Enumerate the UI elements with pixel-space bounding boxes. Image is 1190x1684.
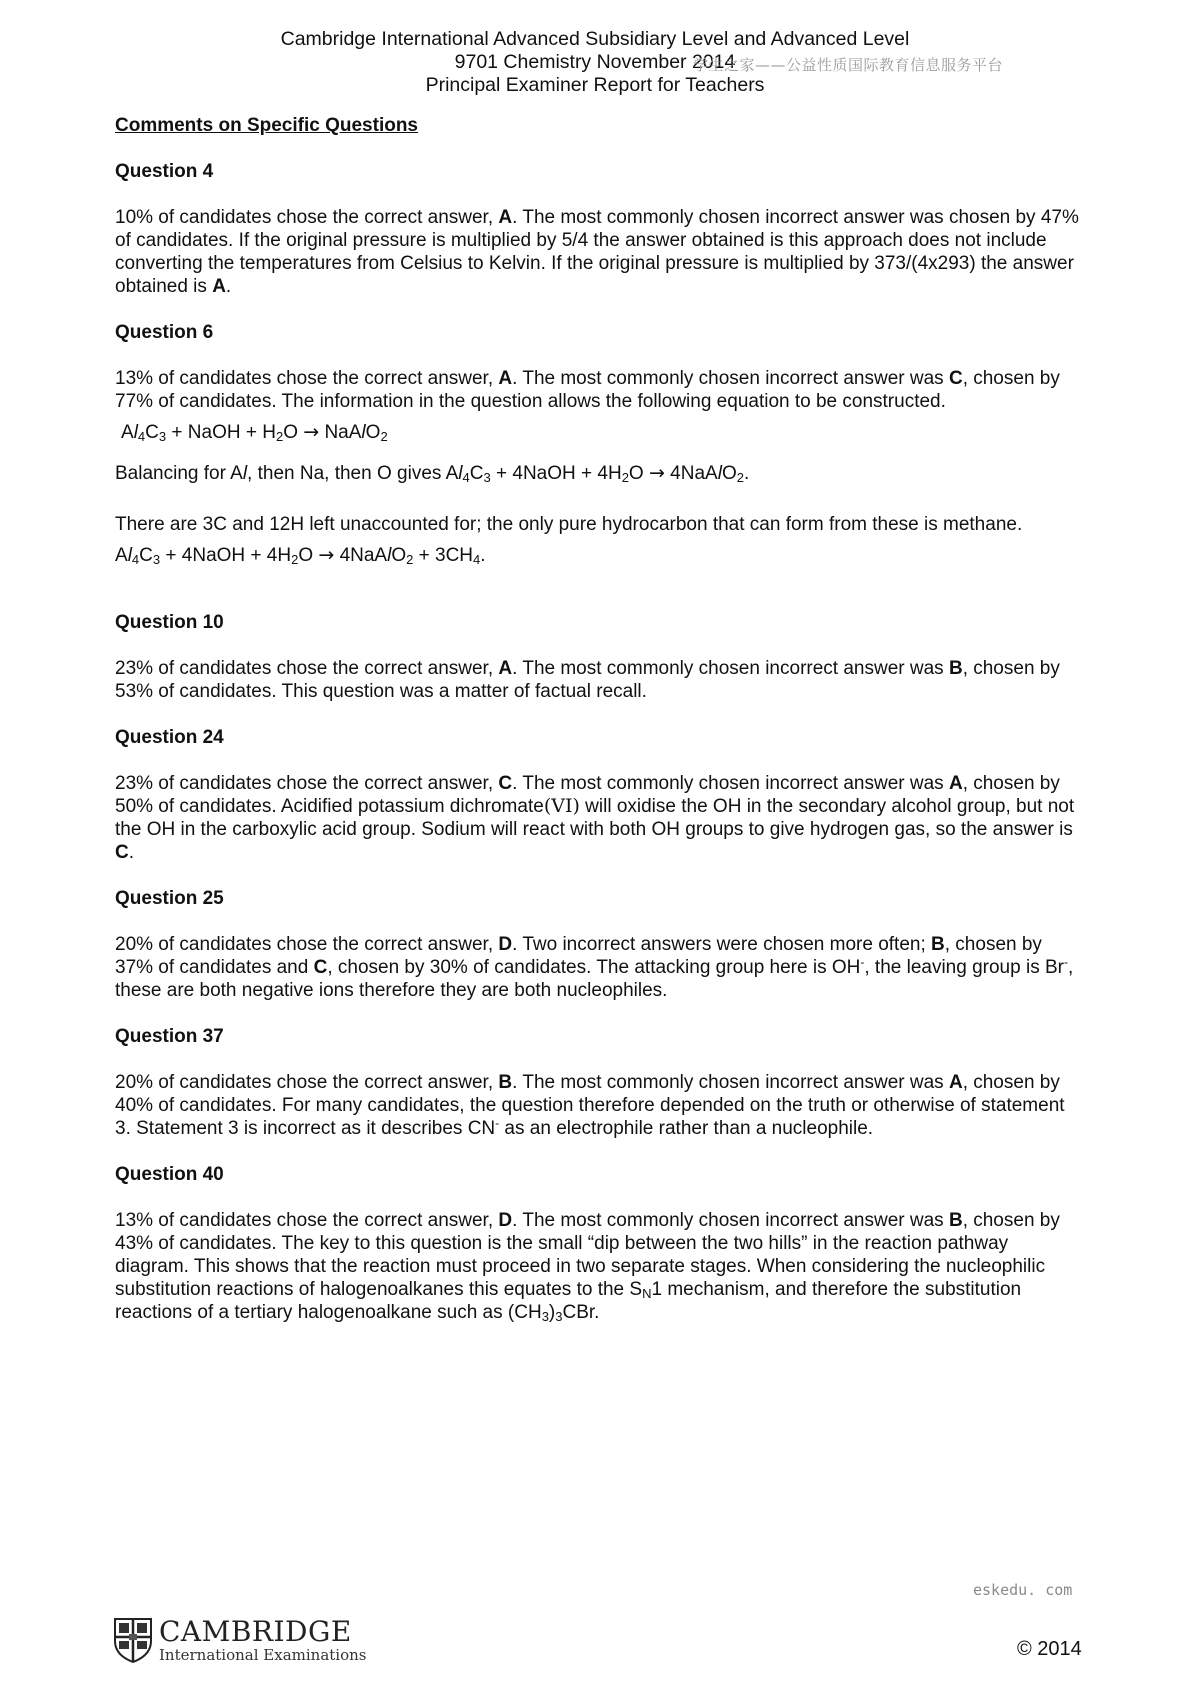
copyright: © 2014 [1017,1638,1082,1660]
question-25-title: Question 25 [115,888,224,909]
question-40-title: Question 40 [115,1164,224,1185]
header-line-3: Principal Examiner Report for Teachers [425,74,765,96]
question-6-text: 13% of candidates chose the correct answer, A. The most commonly chosen incorrect answer was C, chosen by 77% of candidates. The information in the question allows the following equation to be constructed. [115,368,1060,412]
logo-sub-text: International Examinations [159,1645,367,1664]
question-37-text: 20% of candidates chose the correct answer, B. The most commonly chosen incorrect answer was A, chosen by 40% of candidates. For many candidates, the question therefore depended on the truth or otherwise of statement 3. Statement 3 is incorrect as it describes CN- as an electrophile rather than a nucleophile. [115,1072,1065,1139]
question-6-title: Question 6 [115,322,214,343]
watermark-text: 学生之家——公益性质国际教育信息服务平台 [693,56,1004,74]
question-6-balancing: Balancing for Al, then Na, then O gives $Al_4C_3$ + 4NaOH + $4H_2O$ → 4NaAlO$_2$. [115,462,750,485]
logo-text [159,1614,367,1664]
question-10-text: 23% of candidates chose the correct answer, A. The most commonly chosen incorrect answer was B, chosen by 53% of candidates. This question was a matter of factual recall. [115,658,1060,702]
question-6-equation-3: $Al_4C_3$ + 4NaOH + $4H_2O$ → 4NaAlO$_2$ + $3CH_4$. [115,544,486,567]
cambridge-logo [113,1614,367,1664]
report-body [115,114,1080,1347]
question-4-text: 10% of candidates chose the correct answer, A. The most commonly chosen incorrect answer was chosen by 47% of candidates. If the original pressure is multiplied by 5/4 the answer obtained is this approach does not include converting the temperatures from Celsius to Kelvin. If the original pressure is multiplied by 373/(4x293) the answer obtained is A. [115,207,1079,297]
cambridge-crest-icon [113,1617,153,1663]
footer-watermark-url: eskedu. com [973,1581,1073,1599]
question-24-text: 23% of candidates chose the correct answer, C. The most commonly chosen incorrect answer was A, chosen by 50% of candidates. Acidified potassium dichromate(VI) will oxidise the OH in the secondary alcohol group, but not the OH in the carboxylic acid group. Sodium will react with both OH groups to give hydrogen gas, so the answer is C. [115,773,1075,863]
header-line-2: 9701 Chemistry November 2014 [454,51,736,73]
logo-main-text: CAMBRIDGE [159,1614,352,1648]
question-37-title: Question 37 [115,1026,224,1047]
question-10-title: Question 10 [115,612,224,633]
question-4-title: Question 4 [115,161,214,182]
question-24-title: Question 24 [115,727,224,748]
section-title: Comments on Specific Questions [115,115,418,136]
question-40-text: 13% of candidates chose the correct answer, D. The most commonly chosen incorrect answer was B, chosen by 43% of candidates. The key to this question is the small “dip between the two hills” in the reaction pathway diagram. This shows that the reaction must proceed in two separate stages. When considering the nucleophilic substitution reactions of halogenoalkanes this equates to the $S_N1$ mechanism, and therefore the substitution reactions of a tertiary halogenoalkane such as $(CH_3)_3CBr$. [115,1210,1060,1324]
question-25-text: 20% of candidates chose the correct answer, D. Two incorrect answers were chosen more often; B, chosen by 37% of candidates and C, chosen by 30% of candidates. The attacking group here is OH-, the leaving group is Br-, these are both negative ions therefore they are both nucleophiles. [115,934,1074,1001]
header-line-1: Cambridge International Advanced Subsidiary Level and Advanced Level [280,28,910,50]
page-header [0,28,1190,97]
question-6-equation-1: $Al_4C_3$ + NaOH + $H_2O$ → NaAlO$_2$ [121,421,388,444]
question-6-methane: There are 3C and 12H left unaccounted for; the only pure hydrocarbon that can form from these is methane. [115,514,1023,535]
